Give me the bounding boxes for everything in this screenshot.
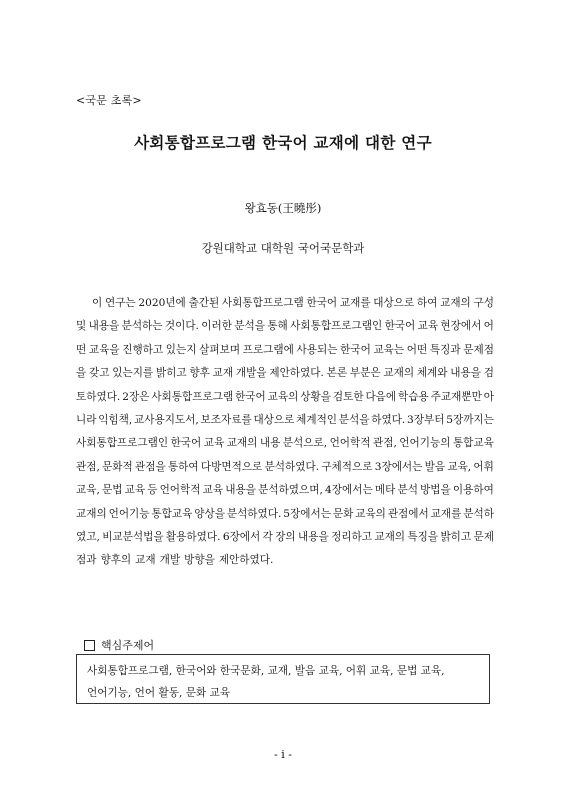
abstract-word: 각 bbox=[262, 530, 273, 543]
keywords-header-label: 핵심주제어 bbox=[101, 639, 155, 652]
abstract-line bbox=[76, 553, 494, 576]
abstract-word: 교재 bbox=[212, 367, 234, 380]
abstract-word: 메타 bbox=[374, 484, 396, 497]
abstract-word: 부분은 bbox=[349, 367, 381, 380]
abstract-word: 3장부터 bbox=[407, 413, 445, 426]
abstract-word: 제안하였다. bbox=[269, 367, 324, 380]
checkbox-icon bbox=[84, 640, 95, 651]
keywords-line: 언어기능, 언어 활동, 문화 교육 bbox=[87, 687, 231, 699]
abstract-word: 어 bbox=[483, 320, 494, 333]
abstract-word: 출간된 bbox=[188, 297, 220, 309]
abstract-word: 활용하였다. bbox=[165, 530, 221, 543]
abstract-word: 교재 bbox=[135, 554, 156, 567]
abstract-word: 장의 bbox=[275, 530, 296, 543]
abstract-word: 다음에 bbox=[365, 390, 397, 403]
keywords-header bbox=[84, 637, 154, 653]
abstract-word: 구체적으로 bbox=[321, 460, 373, 473]
abstract-word: 분석하였다. bbox=[226, 507, 282, 520]
abstract-word: 내용을 bbox=[450, 367, 481, 380]
page-title: 사회통합프로그램 한국어 교재에 대한 연구 bbox=[134, 133, 432, 152]
abstract-word: 내용을 bbox=[225, 484, 256, 497]
abstract-word: 이러한 bbox=[201, 320, 232, 333]
abstract-word: 있는지 bbox=[165, 343, 197, 356]
abstract-word: 5장에서는 bbox=[283, 507, 331, 520]
abstract-word: 점과 bbox=[76, 554, 97, 567]
abstract-word: 사회통합프로그램 bbox=[221, 297, 304, 309]
abstract-word: 본론 bbox=[326, 367, 348, 380]
abstract-word: 검 bbox=[483, 367, 494, 380]
abstract-word: 방법을 bbox=[420, 484, 451, 497]
abstract-word: 6장에서 bbox=[222, 530, 261, 543]
abstract-word: 검토한 bbox=[332, 390, 364, 403]
abstract-line bbox=[76, 413, 494, 436]
abstract-word: 이용하여 bbox=[452, 484, 494, 497]
abstract-word: 떤 bbox=[76, 343, 87, 356]
abstract-word: 현장에서 bbox=[440, 320, 482, 333]
abstract-word: 분석을 bbox=[338, 413, 370, 426]
abstract-word: 익힘책, bbox=[98, 413, 133, 426]
abstract-word: 상황을 bbox=[300, 390, 331, 403]
abstract-word: 분석을 bbox=[234, 320, 265, 333]
abstract-word: 교육 bbox=[417, 320, 439, 333]
abstract-body bbox=[76, 296, 494, 577]
abstract-word: 한국어 bbox=[340, 343, 371, 356]
abstract-word: 교육의 bbox=[267, 390, 299, 403]
abstract-word: 살펴보며 bbox=[199, 343, 241, 356]
abstract-word: 문제 bbox=[473, 530, 494, 543]
abstract-word: 내용을 bbox=[298, 530, 329, 543]
abstract-word: 체계와 bbox=[416, 367, 448, 380]
abstract-word: 4장에서는 bbox=[325, 484, 373, 497]
abstract-word: 문화적 bbox=[102, 460, 133, 473]
abstract-word: 아 bbox=[483, 390, 494, 403]
abstract-word: 분석하였으며, bbox=[258, 484, 323, 497]
abstract-word: 개발을 bbox=[235, 367, 267, 380]
abstract-word: 특징과 bbox=[429, 343, 461, 356]
abstract-word: 보조자료를 bbox=[200, 413, 252, 426]
abstract-word: 2020년에 bbox=[138, 297, 186, 309]
abstract-word: 한국어 bbox=[306, 297, 338, 309]
abstract-word: 교재의 bbox=[383, 367, 415, 380]
abstract-word: 2장은 bbox=[122, 390, 150, 403]
abstract-word: 통해 bbox=[267, 320, 288, 333]
abstract-word: 관점을 bbox=[135, 460, 166, 473]
abstract-word: 관점, bbox=[76, 460, 100, 473]
abstract-word: 제안하였다. bbox=[218, 554, 274, 567]
abstract-word: 3장에서는 bbox=[374, 460, 423, 473]
abstract-word: 사용되는 bbox=[296, 343, 338, 356]
abstract-word: 한국어 bbox=[170, 437, 202, 450]
abstract-word: 교육을 bbox=[88, 343, 120, 356]
abstract-word: 교육, bbox=[447, 460, 472, 473]
abstract-line bbox=[76, 460, 494, 483]
abstract-word: 교재를 bbox=[339, 297, 371, 309]
abstract-word: 교재의 bbox=[226, 437, 258, 450]
affiliation: 강원대학교 대학원 국어국문학과 bbox=[201, 241, 365, 255]
abstract-word: 것이다. bbox=[164, 320, 199, 333]
abstract-word: 한국어 bbox=[235, 390, 266, 403]
abstract-word: 언어학적 bbox=[329, 437, 371, 450]
abstract-word: 방향을 bbox=[184, 554, 215, 567]
abstract-word: 프로그램에 bbox=[242, 343, 294, 356]
abstract-word: 분석하였다. bbox=[264, 460, 320, 473]
abstract-word: 대상으로 bbox=[253, 413, 295, 426]
abstract-word: 교사용지도서, bbox=[134, 413, 199, 426]
abstract-word: 내용을 bbox=[88, 320, 120, 333]
abstract-word: 분석 bbox=[397, 484, 418, 497]
abstract-word: 였고, bbox=[76, 530, 100, 543]
abstract-word: 니라 bbox=[76, 413, 97, 426]
abstract-word: 사회통합프로그램인 bbox=[290, 320, 383, 333]
abstract-word: 등 bbox=[147, 484, 158, 497]
abstract-word: 내용 bbox=[259, 437, 281, 450]
abstract-word: 사회통합프로그램 bbox=[151, 390, 234, 403]
abstract-word: 다방면적으로 bbox=[200, 460, 263, 473]
abstract-word: 교재의 bbox=[440, 297, 471, 309]
keywords-line: 사회통합프로그램, 한국어와 한국문화, 교재, 발음 교육, 어휘 교육, 문법 교육, bbox=[87, 665, 445, 677]
abstract-line bbox=[76, 530, 494, 553]
page-number: - i - bbox=[274, 748, 292, 761]
abstract-word: 분석하 bbox=[463, 507, 494, 520]
abstract-word: 한국어 bbox=[384, 320, 416, 333]
abstract-word: 토하였다. bbox=[76, 390, 121, 403]
abstract-word: 체계적인 bbox=[296, 413, 338, 426]
abstract-word: 있는지를 bbox=[112, 367, 154, 380]
abstract-word: 향후 bbox=[189, 367, 210, 380]
abstract-word: 5장까지는 bbox=[446, 413, 494, 426]
abstract-word: 통합교육 bbox=[151, 507, 193, 520]
abstract-word: 발음 bbox=[424, 460, 446, 473]
abstract-word: 관점, bbox=[372, 437, 397, 450]
abstract-word: 교육의 bbox=[355, 507, 386, 520]
abstract-word: 향후의 bbox=[100, 554, 132, 567]
abstract-word: 밝히고 bbox=[155, 367, 187, 380]
abstract-word: 어떤 bbox=[406, 343, 428, 356]
abstract-label: <국문 초록> bbox=[76, 94, 142, 107]
abstract-word: 교육 bbox=[124, 484, 146, 497]
abstract-word: 분석하는 bbox=[121, 320, 163, 333]
abstract-word: 주교재뿐만 bbox=[430, 390, 482, 403]
abstract-word: 특징을 bbox=[407, 530, 439, 543]
abstract-line bbox=[76, 366, 494, 389]
abstract-word: 정리하고 bbox=[331, 530, 372, 543]
abstract-word: 교육는 bbox=[373, 343, 405, 356]
abstract-word: 갖고 bbox=[89, 367, 110, 380]
abstract-word: 교육 bbox=[203, 437, 225, 450]
abstract-word: 언어기능 bbox=[108, 507, 150, 520]
abstract-word: 통합교육 bbox=[452, 437, 494, 450]
abstract-word: 구성 bbox=[473, 297, 494, 309]
abstract-word: 교재의 bbox=[374, 530, 406, 543]
abstract-line bbox=[76, 507, 494, 530]
abstract-line bbox=[76, 343, 494, 366]
abstract-word: 언어학적 bbox=[159, 484, 201, 497]
abstract-word: 교육 bbox=[202, 484, 224, 497]
abstract-word: 하였다. bbox=[371, 413, 406, 426]
abstract-line bbox=[76, 436, 494, 459]
abstract-word: 양상을 bbox=[194, 507, 225, 520]
abstract-word: 이 bbox=[92, 297, 103, 309]
abstract-word: 문법 bbox=[101, 484, 123, 497]
abstract-word: 관점에서 bbox=[387, 507, 429, 520]
abstract-word: 을 bbox=[76, 367, 87, 380]
abstract-word: 하여 bbox=[416, 297, 438, 309]
abstract-line bbox=[76, 483, 494, 506]
abstract-word: 분석으로, bbox=[282, 437, 328, 450]
abstract-word: 개발 bbox=[159, 554, 181, 567]
abstract-word: 통하여 bbox=[167, 460, 199, 473]
abstract-word: 문제점 bbox=[463, 343, 494, 356]
abstract-word: 언어기능의 bbox=[399, 437, 451, 450]
abstract-word: 사회통합프로그램인 bbox=[76, 437, 169, 450]
abstract-word: 밝히고 bbox=[440, 530, 472, 543]
abstract-word: 진행하고 bbox=[122, 343, 164, 356]
abstract-word: 대상으로 bbox=[373, 297, 415, 309]
abstract-word: 어휘 bbox=[473, 460, 494, 473]
abstract-word: 및 bbox=[76, 320, 87, 333]
abstract-word: 비교분석법을 bbox=[102, 530, 164, 543]
abstract-word: 문화 bbox=[332, 507, 354, 520]
abstract-word: 교재를 bbox=[430, 507, 462, 520]
abstract-line bbox=[76, 390, 494, 413]
abstract-line bbox=[76, 319, 494, 342]
author-name: 왕효동(王曉彤) bbox=[244, 201, 322, 215]
abstract-word: 교육, bbox=[76, 484, 100, 497]
abstract-line bbox=[76, 296, 494, 319]
abstract-word: 교재의 bbox=[76, 507, 107, 520]
abstract-word: 학습용 bbox=[398, 390, 429, 403]
keywords-box bbox=[76, 654, 490, 704]
abstract-word: 연구는 bbox=[104, 297, 136, 309]
